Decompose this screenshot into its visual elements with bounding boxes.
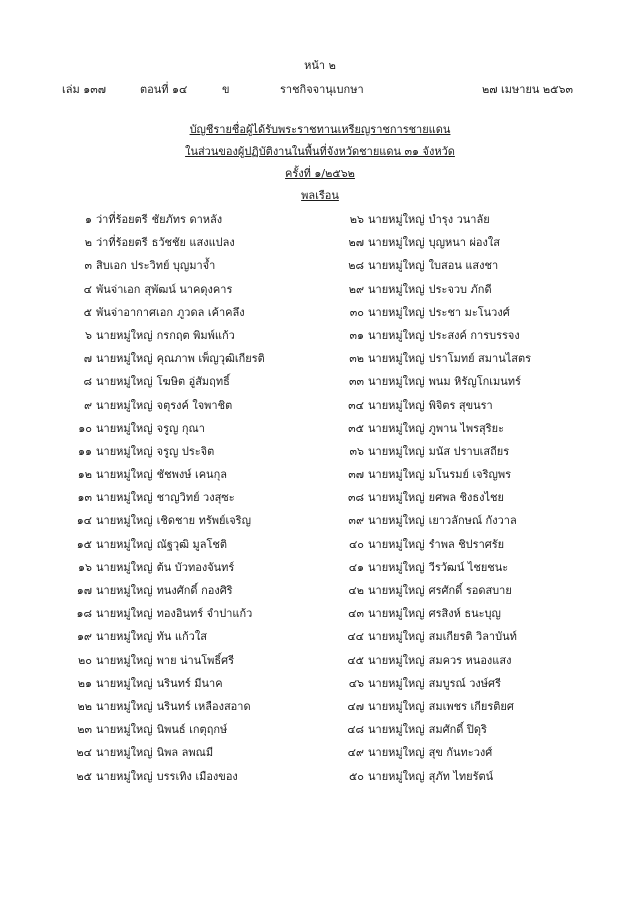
entry-number: ๔๘ xyxy=(347,723,364,737)
entry-name: พาย น่านโพธิ์ศรี xyxy=(156,653,234,667)
list-item xyxy=(334,509,594,532)
entry-name: เยาวลักษณ์ กังวาล xyxy=(428,514,517,528)
entry-rank: นายหมู่ใหญ่ xyxy=(96,653,153,667)
list-item xyxy=(62,602,332,625)
entry-name: นรินทร์ เหลืองสอาด xyxy=(156,699,251,713)
entry-number: ๓ xyxy=(84,259,92,273)
section-label: ตอนที่ ๑๔ xyxy=(140,83,188,96)
entry-name: ประจวบ ภักดี xyxy=(428,282,492,296)
entry-name: ชัชพงษ์ เคนกุล xyxy=(156,468,227,482)
volume-label: เล่ม ๑๓๗ xyxy=(62,83,107,96)
name-list-right xyxy=(334,208,594,788)
entry-name: ศรสิงห์ ธนะบุญ xyxy=(428,607,501,621)
entry-rank: นายหมู่ใหญ่ xyxy=(96,352,153,366)
entry-number: ๔๑ xyxy=(348,560,364,574)
entry-number: ๓๔ xyxy=(348,398,364,412)
entry-name: ธวัชชัย แสงแปลง xyxy=(151,236,235,250)
entry-number: ๘ xyxy=(83,375,92,389)
entry-rank: นายหมู่ใหญ่ xyxy=(368,769,425,783)
list-item xyxy=(334,718,594,741)
entry-name: จรูญ กุณา xyxy=(156,421,205,435)
entry-name: สมบูรณ์ วงษ์ศรี xyxy=(428,676,501,690)
entry-number: ๔๔ xyxy=(347,630,364,644)
entry-number: ๒๖ xyxy=(349,213,364,226)
entry-rank: พันจ่าอากาศเอก xyxy=(96,305,174,319)
entry-name: ทองอินทร์ จำปาแก้ว xyxy=(156,607,253,621)
list-item xyxy=(334,347,594,370)
entry-rank: นายหมู่ใหญ่ xyxy=(96,421,153,435)
entry-rank: นายหมู่ใหญ่ xyxy=(368,421,425,435)
entry-rank: นายหมู่ใหญ่ xyxy=(368,584,425,597)
list-item xyxy=(334,463,594,486)
entry-name: บรรเทิง เมืองของ xyxy=(156,769,238,783)
entry-number: ๑๗ xyxy=(76,584,92,597)
entry-name: สุภัท ไทยรัตน์ xyxy=(428,769,494,783)
entry-name: สมเพชร เกียรติยศ xyxy=(428,699,514,713)
entry-number: ๔๖ xyxy=(348,676,364,690)
entry-rank: นายหมู่ใหญ่ xyxy=(368,213,425,226)
entry-number: ๒๙ xyxy=(348,282,364,296)
entry-rank: นายหมู่ใหญ่ xyxy=(96,468,153,482)
kho-label: ข xyxy=(222,83,230,96)
entry-rank: นายหมู่ใหญ่ xyxy=(368,491,425,505)
entry-rank: นายหมู่ใหญ่ xyxy=(96,514,153,528)
entry-number: ๑๘ xyxy=(76,607,92,621)
entry-rank: นายหมู่ใหญ่ xyxy=(368,607,425,621)
entry-name: รำพล ชิปราศรัย xyxy=(428,537,505,551)
list-item xyxy=(62,324,332,347)
entry-name: มนัส ปราบเสถียร xyxy=(428,444,510,458)
list-item xyxy=(334,625,594,648)
entry-number: ๓๒ xyxy=(349,352,364,366)
list-item xyxy=(62,417,332,440)
entry-name: จรูญ ประจิต xyxy=(156,444,215,458)
entry-number: ๔๐ xyxy=(348,537,364,551)
entry-name: กรกฤต พิมพ์แก้ว xyxy=(156,328,235,342)
entry-number: ๑๑ xyxy=(78,444,92,458)
entry-name: ทนงศักดิ์ กองศิริ xyxy=(156,584,233,597)
entry-rank: ว่าที่ร้อยตรี xyxy=(96,236,148,250)
entry-number: ๑๙ xyxy=(76,630,92,644)
entry-rank: นายหมู่ใหญ่ xyxy=(96,537,153,551)
entry-name: ประวิทย์ บุญมาจ้ำ xyxy=(130,259,216,273)
entry-name: ใบสอน แสงชา xyxy=(428,259,499,273)
list-item xyxy=(334,765,594,788)
entry-name: พนม หิรัญโกเมนทร์ xyxy=(428,375,521,389)
entry-number: ๑๔ xyxy=(76,514,92,528)
entry-rank: นายหมู่ใหญ่ xyxy=(368,514,425,528)
entry-number: ๒๗ xyxy=(348,236,364,250)
list-item xyxy=(62,208,332,231)
entry-name: จตุรงค์ ใจพาชิต xyxy=(156,398,233,412)
entry-number: ๖ xyxy=(85,328,92,342)
entry-number: ๒๑ xyxy=(77,676,92,690)
entry-name: ต้น บัวทองจันทร์ xyxy=(156,560,235,574)
entry-name: มโนรมย์ เจริญพร xyxy=(428,468,512,482)
entry-number: ๒๒ xyxy=(77,699,92,713)
entry-number: ๒๐ xyxy=(78,653,92,667)
entry-number: ๔ xyxy=(83,282,92,296)
entry-name: ชัยภัทร ดาหลัง xyxy=(151,213,223,226)
entry-number: ๑๓ xyxy=(77,491,92,505)
entry-rank: นายหมู่ใหญ่ xyxy=(96,676,153,690)
name-list-left xyxy=(62,208,332,788)
entry-number: ๕๐ xyxy=(348,769,364,783)
entry-rank: นายหมู่ใหญ่ xyxy=(368,746,425,760)
list-item xyxy=(62,254,332,277)
entry-number: ๔๓ xyxy=(348,607,364,621)
entry-rank: นายหมู่ใหญ่ xyxy=(96,723,153,737)
entry-rank: นายหมู่ใหญ่ xyxy=(368,398,425,412)
entry-rank: นายหมู่ใหญ่ xyxy=(368,259,425,273)
list-item xyxy=(62,370,332,393)
list-item xyxy=(62,533,332,556)
list-item xyxy=(334,556,594,579)
list-item xyxy=(334,324,594,347)
list-item xyxy=(334,370,594,393)
entry-rank: นายหมู่ใหญ่ xyxy=(96,375,153,389)
round-label: ครั้งที่ ๑/๒๕๖๒ xyxy=(285,167,355,180)
entry-name: ชาญวิทย์ วงสุซะ xyxy=(156,491,235,505)
entry-name: พิจิตร สุขนรา xyxy=(428,398,493,412)
entry-name: สมควร หนองแสง xyxy=(428,653,512,667)
entry-number: ๓๕ xyxy=(348,421,364,435)
entry-number: ๓๗ xyxy=(348,468,364,482)
list-item xyxy=(62,509,332,532)
entry-rank: พันจ่าเอก xyxy=(96,282,141,296)
list-item xyxy=(334,440,594,463)
page-number: หน้า ๒ xyxy=(304,59,336,72)
entry-name: นิพนธ์ เกตุฤกษ์ xyxy=(156,723,228,737)
list-item xyxy=(62,486,332,509)
entry-number: ๑ xyxy=(85,213,92,226)
entry-number: ๔๕ xyxy=(347,653,364,667)
entry-name: ศรศักดิ์ รอดสบาย xyxy=(428,584,512,597)
list-item xyxy=(62,672,332,695)
document-subtitle: ในส่วนของผู้ปฏิบัติงานในพื้นที่จังหวัดชายแดน ๓๑ จังหวัด xyxy=(185,145,455,158)
entry-name: ภูพาน ไพรสุริยะ xyxy=(428,421,505,435)
entry-rank: นายหมู่ใหญ่ xyxy=(96,630,153,644)
entry-rank: สิบเอก xyxy=(96,259,127,273)
list-item xyxy=(334,741,594,764)
entry-number: ๓๖ xyxy=(349,444,364,458)
gazette-name: ราชกิจจานุเบกษา xyxy=(280,83,364,96)
list-item xyxy=(62,394,332,417)
list-item xyxy=(62,765,332,788)
list-item xyxy=(334,301,594,324)
entry-name: สมศักดิ์ ปิดุริ xyxy=(428,723,487,737)
entry-rank: นายหมู่ใหญ่ xyxy=(368,305,425,319)
entry-number: ๒๘ xyxy=(348,259,364,273)
entry-name: ภูวดล เค้าคลึง xyxy=(177,305,245,319)
list-item xyxy=(62,649,332,672)
entry-rank: ว่าที่ร้อยตรี xyxy=(96,213,148,226)
list-item xyxy=(334,649,594,672)
list-item xyxy=(334,394,594,417)
entry-rank: นายหมู่ใหญ่ xyxy=(96,607,153,621)
entry-name: บำรุง วนาลัย xyxy=(428,213,490,226)
document-title: บัญชีรายชื่อผู้ได้รับพระราชทานเหรียญราชการชายแดน xyxy=(189,123,451,136)
entry-name: ประชา มะโนวงศ์ xyxy=(428,305,510,319)
list-item xyxy=(62,718,332,741)
entry-name: นิพล ลพณมี xyxy=(156,746,214,760)
list-item xyxy=(334,672,594,695)
entry-number: ๗ xyxy=(83,352,92,366)
entry-rank: นายหมู่ใหญ่ xyxy=(368,328,425,342)
publish-date: ๒๗ เมษายน ๒๕๖๓ xyxy=(482,83,573,96)
list-item xyxy=(334,579,594,602)
entry-rank: นายหมู่ใหญ่ xyxy=(368,352,425,366)
entry-number: ๑๕ xyxy=(76,537,92,551)
list-item xyxy=(334,231,594,254)
entry-number: ๔๙ xyxy=(347,746,364,760)
entry-rank: นายหมู่ใหญ่ xyxy=(368,676,425,690)
list-item xyxy=(334,486,594,509)
entry-number: ๓๘ xyxy=(347,491,364,505)
list-item xyxy=(62,741,332,764)
list-item xyxy=(334,208,594,231)
entry-name: ปราโมทย์ สมานไสตร xyxy=(428,352,532,366)
list-item xyxy=(62,579,332,602)
entry-number: ๒๔ xyxy=(76,746,92,760)
entry-rank: นายหมู่ใหญ่ xyxy=(368,236,425,250)
entry-rank: นายหมู่ใหญ่ xyxy=(368,537,425,551)
entry-name: สุข กันทะวงศ์ xyxy=(428,746,493,760)
entry-number: ๑๒ xyxy=(77,468,92,482)
entry-name: วีรวัฒน์ ไชยชนะ xyxy=(428,560,509,574)
entry-number: ๓๑ xyxy=(349,328,364,342)
entry-number: ๔๒ xyxy=(348,584,364,597)
entry-rank: นายหมู่ใหญ่ xyxy=(368,699,425,713)
entry-name: สุพัฒน์ นาคดุงคาร xyxy=(144,282,233,296)
entry-rank: นายหมู่ใหญ่ xyxy=(368,375,425,389)
list-item xyxy=(62,625,332,648)
list-item xyxy=(62,440,332,463)
entry-rank: นายหมู่ใหญ่ xyxy=(96,398,153,412)
entry-rank: นายหมู่ใหญ่ xyxy=(96,444,153,458)
entry-number: ๓๓ xyxy=(348,375,364,389)
list-item xyxy=(334,695,594,718)
list-item xyxy=(62,463,332,486)
entry-rank: นายหมู่ใหญ่ xyxy=(368,468,425,482)
entry-number: ๙ xyxy=(83,398,92,412)
list-item xyxy=(62,347,332,370)
entry-number: ๒ xyxy=(84,236,92,250)
list-item xyxy=(334,602,594,625)
entry-rank: นายหมู่ใหญ่ xyxy=(96,769,153,783)
category-heading: พลเรือน xyxy=(301,189,339,202)
entry-name: ประสงค์ การบรรจง xyxy=(428,328,520,342)
entry-rank: นายหมู่ใหญ่ xyxy=(96,560,153,574)
entry-name: ทัน แก้วใส xyxy=(156,630,207,644)
entry-name: ยศพล ชิงธงไชย xyxy=(428,491,504,505)
entry-number: ๑๖ xyxy=(78,560,92,574)
entry-name: เชิดชาย ทรัพย์เจริญ xyxy=(156,514,251,528)
entry-rank: นายหมู่ใหญ่ xyxy=(96,699,153,713)
entry-rank: นายหมู่ใหญ่ xyxy=(368,560,425,574)
entry-name: บุญหนา ผ่องใส xyxy=(428,236,500,250)
list-item xyxy=(62,556,332,579)
entry-rank: นายหมู่ใหญ่ xyxy=(96,746,153,760)
entry-number: ๑๐ xyxy=(78,421,92,435)
entry-name: นรินทร์ มีนาค xyxy=(156,676,223,690)
entry-number: ๔๗ xyxy=(347,699,364,713)
gazette-header-line xyxy=(0,80,640,96)
entry-name: ณัฐวุฒิ มูลโชติ xyxy=(156,537,228,551)
entry-rank: นายหมู่ใหญ่ xyxy=(368,630,425,644)
list-item xyxy=(334,254,594,277)
list-item xyxy=(334,278,594,301)
entry-number: ๕ xyxy=(83,305,92,319)
entry-rank: นายหมู่ใหญ่ xyxy=(368,723,425,737)
list-item xyxy=(62,301,332,324)
list-item xyxy=(334,417,594,440)
list-item xyxy=(62,695,332,718)
list-item xyxy=(62,231,332,254)
list-item xyxy=(334,533,594,556)
entry-name: โฆษิต อู่สัมฤทธิ์ xyxy=(156,375,230,389)
entry-rank: นายหมู่ใหญ่ xyxy=(368,653,425,667)
entry-rank: นายหมู่ใหญ่ xyxy=(368,444,425,458)
entry-rank: นายหมู่ใหญ่ xyxy=(96,491,153,505)
entry-name: คุณภาพ เพ็ญวุฒิเกียรติ xyxy=(156,352,265,366)
entry-number: ๓๐ xyxy=(349,305,364,319)
entry-number: ๒๓ xyxy=(77,723,92,737)
entry-rank: นายหมู่ใหญ่ xyxy=(368,282,425,296)
entry-rank: นายหมู่ใหญ่ xyxy=(96,328,153,342)
entry-number: ๓๙ xyxy=(348,514,364,528)
entry-number: ๒๕ xyxy=(76,769,92,783)
entry-name: สมเกียรติ วิลาบันท์ xyxy=(428,630,517,644)
list-item xyxy=(62,278,332,301)
entry-rank: นายหมู่ใหญ่ xyxy=(96,584,153,597)
